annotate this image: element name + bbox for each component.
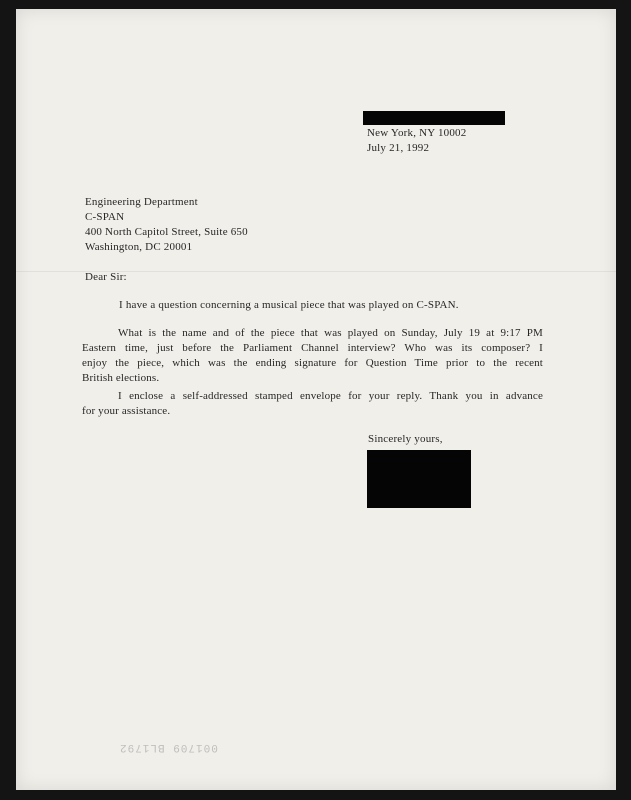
paragraph-3-line-2: for your assistance. bbox=[82, 405, 171, 417]
paragraph-2-line-3: enjoy the piece, which was the ending signature for Question Time prior to the recent bbox=[82, 357, 543, 369]
closing: Sincerely yours, bbox=[368, 433, 443, 445]
paragraph-3 bbox=[82, 389, 543, 419]
paragraph-2-line-2: Eastern time, just before the Parliament Channel interview? Who was its composer? I bbox=[82, 342, 543, 354]
sender-city-line: New York, NY 10002 bbox=[367, 127, 467, 139]
redacted-sender-name bbox=[363, 111, 505, 125]
paragraph-2-line-4: British elections. bbox=[82, 372, 160, 384]
paragraph-2-line-1: What is the name and of the piece that was played on Sunday, July 19 at 9:17 PM bbox=[118, 327, 543, 339]
paragraph-2 bbox=[82, 326, 543, 386]
paragraph-3-line-1: I enclose a self-addressed stamped envelope for your reply. Thank you in advance bbox=[118, 390, 543, 402]
letter-page bbox=[16, 9, 616, 790]
salutation: Dear Sir: bbox=[85, 271, 127, 283]
paragraph-1: I have a question concerning a musical piece that was played on C-SPAN. bbox=[119, 299, 459, 311]
redacted-signature bbox=[367, 450, 471, 508]
archive-stamp: 001709 BL1792 bbox=[119, 741, 218, 753]
recipient-city: Washington, DC 20001 bbox=[85, 241, 193, 253]
recipient-organization: C-SPAN bbox=[85, 211, 125, 223]
recipient-department: Engineering Department bbox=[85, 196, 198, 208]
recipient-street: 400 North Capitol Street, Suite 650 bbox=[85, 226, 248, 238]
letter-date: July 21, 1992 bbox=[367, 142, 430, 154]
